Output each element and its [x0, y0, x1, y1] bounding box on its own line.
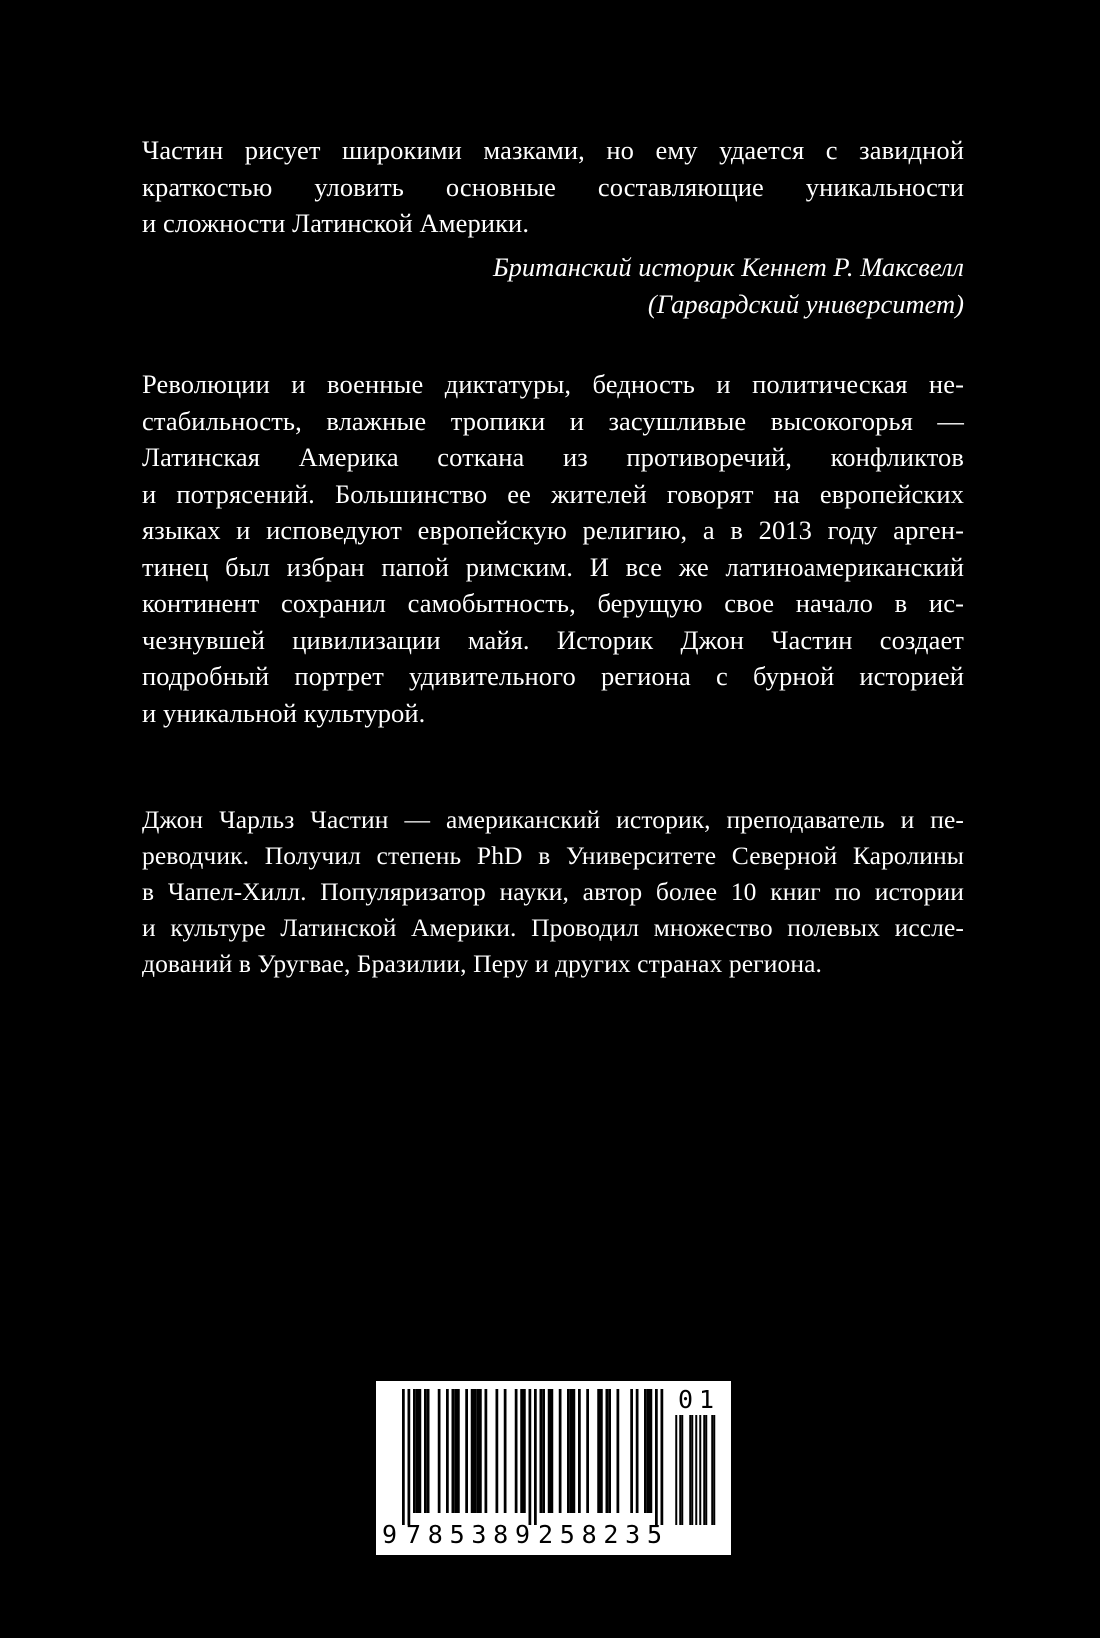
description-line: Латинская Америка соткана из противоречий, конфликтов: [142, 442, 964, 472]
description-line: континент сохранил самобытность, берущую свое начало в ис-: [142, 588, 964, 618]
bio-line: и культуре Латинской Америки. Проводил множество полевых иссле-: [142, 913, 964, 942]
description-line: языках и исповедуют европейскую религию, а в 2013 году арген-: [142, 515, 964, 545]
review-line: Частин рисует широкими мазками, но ему удается с завидной: [142, 135, 964, 165]
attribution-author: Британский историк Кеннет Р. Максвелл: [493, 252, 964, 282]
description-line: чезнувшей цивилизации майя. Историк Джон Частин создает: [142, 624, 964, 655]
barcode-bar: [520, 1389, 523, 1513]
barcode-addon-bar: [711, 1415, 713, 1525]
barcode-bar: [446, 1389, 449, 1513]
barcode-first-digit: 9: [382, 1520, 398, 1549]
bio-line: реводчик. Получил степень PhD в Университете Северной Каролины: [142, 841, 964, 870]
barcode-addon-bar: [713, 1415, 715, 1525]
barcode-bar: [644, 1389, 647, 1513]
barcode-addon-bar: [689, 1415, 691, 1525]
barcode-bar: [573, 1389, 576, 1513]
barcode-bar: [542, 1389, 545, 1513]
author-bio: [142, 802, 964, 982]
barcode-bar: [474, 1389, 477, 1513]
barcode-bar: [630, 1389, 633, 1513]
barcode-bar: [600, 1389, 603, 1513]
barcode-bar: [606, 1389, 609, 1513]
barcode-bar: [515, 1389, 518, 1513]
barcode-bar: [529, 1389, 532, 1525]
barcode-bar: [597, 1389, 600, 1513]
barcode-addon-bar: [705, 1415, 707, 1525]
barcode-bar: [479, 1389, 482, 1513]
barcode-bar: [476, 1389, 479, 1513]
barcode-bar: [548, 1389, 551, 1513]
review-line: краткостью уловить основные составляющие уникальности: [142, 171, 964, 202]
bio-line: Джон Чарльз Частин — американский историк, преподаватель и пе-: [142, 805, 964, 834]
description-line: и уникальной культурой.: [142, 697, 426, 728]
review-text: [142, 132, 964, 242]
barcode-bar: [523, 1389, 526, 1513]
description-text: [142, 366, 964, 731]
barcode-addon-bar: [675, 1415, 677, 1525]
barcode-left-digits: 785389: [406, 1520, 530, 1549]
barcode-bar: [504, 1389, 507, 1513]
description-line: и потрясений. Большинство ее жителей говорят на европейских: [142, 478, 964, 509]
barcode-bar: [485, 1389, 488, 1513]
barcode-bar: [402, 1389, 405, 1525]
description-line: тинец был избран папой римским. И все же латиноамериканский: [142, 551, 964, 582]
barcode-bar: [534, 1389, 537, 1525]
barcode-bar: [647, 1389, 650, 1513]
isbn-barcode: [376, 1381, 731, 1555]
barcode-addon-bar: [699, 1415, 701, 1525]
barcode-addon-bar: [703, 1415, 705, 1525]
barcode-bar: [608, 1389, 611, 1513]
barcode-graphic: [376, 1381, 731, 1555]
barcode-bar: [578, 1389, 581, 1513]
barcode-bar: [570, 1389, 573, 1513]
barcode-addon-digits: 01: [678, 1385, 714, 1414]
barcode-bar: [661, 1389, 664, 1525]
barcode-bar: [471, 1389, 474, 1513]
attribution-affiliation: (Гарвардский университет): [647, 288, 964, 319]
barcode-addon-bar: [681, 1415, 683, 1525]
barcode-bar: [424, 1389, 427, 1513]
barcode-bar: [413, 1389, 416, 1513]
barcode-bar: [408, 1389, 411, 1525]
barcode-bar: [586, 1389, 589, 1513]
review-quote: [142, 132, 964, 242]
barcode-bar: [465, 1389, 468, 1513]
description-line: подробный портрет удивительного региона с бурной историей: [142, 661, 964, 691]
barcode-bar: [496, 1389, 499, 1513]
barcode-addon-bar: [679, 1415, 681, 1525]
barcode-bar: [438, 1389, 441, 1513]
barcode-bar: [416, 1389, 419, 1513]
barcode-addon-bar: [691, 1415, 693, 1525]
barcode-bar: [567, 1389, 570, 1513]
barcode-bar: [452, 1389, 455, 1513]
barcode-addon-bar: [695, 1415, 697, 1525]
barcode-bar: [636, 1389, 639, 1513]
barcode-bar: [551, 1389, 554, 1513]
barcode-right-digits: 258235: [538, 1520, 662, 1549]
barcode-bar: [457, 1389, 460, 1513]
review-line: и сложности Латинской Америки.: [142, 208, 530, 238]
barcode-bar: [454, 1389, 457, 1513]
barcode-bar: [427, 1389, 430, 1513]
barcode-bar: [650, 1389, 653, 1513]
bio-line: дований в Уругвае, Бразилии, Перу и других странах региона.: [142, 949, 822, 978]
bio-line: в Чапел-Хилл. Популяризатор науки, автор более 10 книг по истории: [142, 877, 964, 906]
review-attribution: [493, 249, 964, 322]
description-line: Революции и военные диктатуры, бедность и политическая не-: [142, 369, 964, 399]
barcode-bar: [419, 1389, 422, 1513]
description-line: стабильность, влажные тропики и засушливые высокогорья —: [142, 405, 964, 436]
barcode-bar: [655, 1389, 658, 1525]
barcode-bar: [540, 1389, 543, 1513]
barcode-bars: [402, 1389, 715, 1525]
book-description: [142, 366, 964, 731]
barcode-bar: [559, 1389, 562, 1513]
author-bio-text: [142, 802, 964, 982]
barcode-bar: [617, 1389, 620, 1513]
